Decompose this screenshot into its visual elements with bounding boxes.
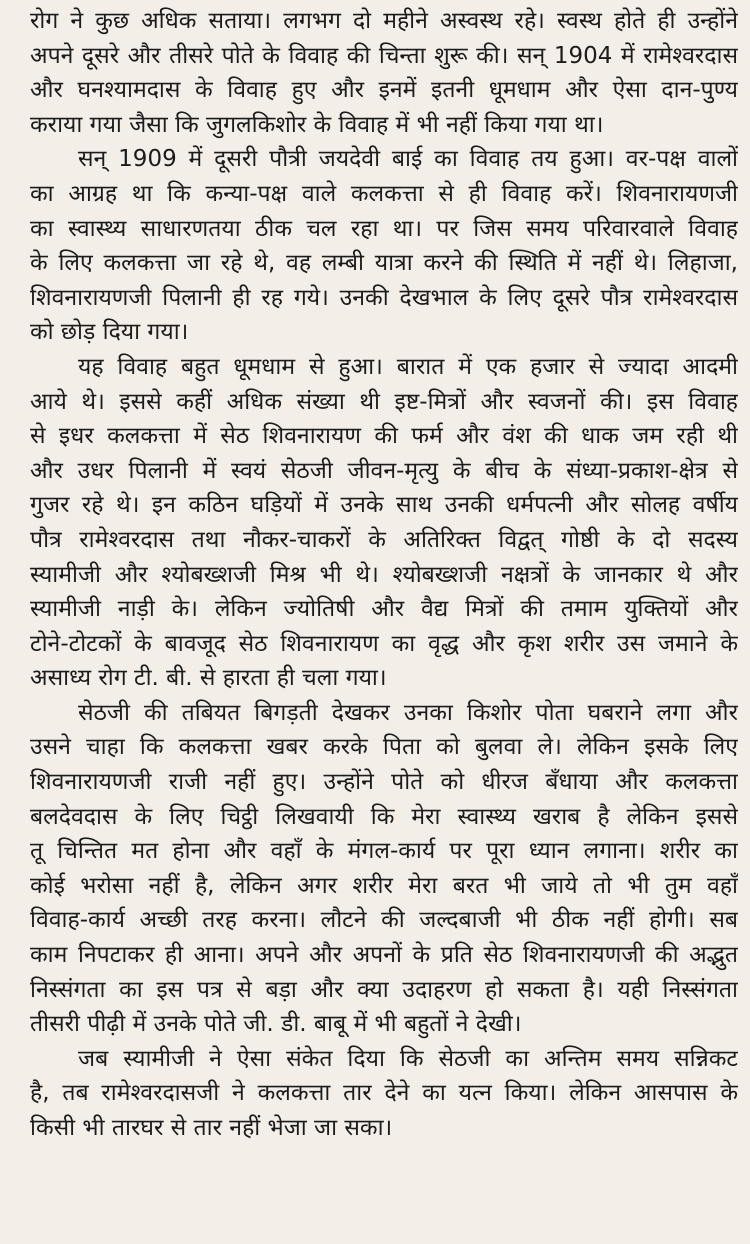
text-line: निस्संगता का इस पत्र से बड़ा और क्या उदाहरण हो सकता है। यही निस्संगता — [30, 976, 738, 1003]
text-line: तीसरी पीढ़ी में उनके पोते जी. डी. बाबू में भी बहुतों ने देखी। — [30, 1011, 522, 1038]
text-line: सेठजी की तबियत बिगड़ती देखकर उनका किशोर पोता घबराने लगा और — [78, 699, 738, 726]
text-line: कराया गया जैसा कि जुगलकिशोर के विवाह में भी नहीं किया गया था। — [30, 111, 604, 138]
text-line: कोई भरोसा नहीं है, लेकिन अगर शरीर मेरा बरत भी जाये तो भी तुम वहाँ — [30, 872, 738, 899]
text-line: स्यामीजी और श्योबख्शजी मिश्र भी थे। श्योबख्शजी नक्षत्रों के जानकार थे और — [30, 561, 738, 588]
text-line: टोने-टोटकों के बावजूद सेठ शिवनारायण का वृद्ध और कृश शरीर उस जमाने के — [30, 630, 738, 657]
paragraph-3 — [30, 350, 738, 696]
text-line: को छोड़ दिया गया। — [30, 319, 189, 346]
text-line: का आग्रह था कि कन्या-पक्ष वाले कलकत्ता से ही विवाह करें। शिवनारायणजी — [30, 180, 738, 207]
text-line: और घनश्यामदास के विवाह हुए और इनमें इतनी धूमधाम और ऐसा दान-पुण्य — [30, 77, 738, 104]
text-line: गुजर रहे थे। इन कठिन घड़ियों में उनके साथ उनकी धर्मपत्नी और सोलह वर्षीय — [30, 492, 738, 519]
paragraph-4 — [30, 696, 738, 1042]
text-line: जब स्यामीजी ने ऐसा संकेत दिया कि सेठजी का अन्तिम समय सन्निकट — [78, 1045, 738, 1072]
text-line: रोग ने कुछ अधिक सताया। लगभग दो महीने अस्वस्थ रहे। स्वस्थ होते ही उन्होंने — [30, 8, 738, 34]
text-line: से इधर कलकत्ता में सेठ शिवनारायण की फर्म और वंश की धाक जम रही थी — [30, 423, 738, 450]
text-line: स्यामीजी नाड़ी के। लेकिन ज्योतिषी और वैद्य मित्रों की तमाम युक्तियों और — [30, 596, 738, 623]
text-line: शिवनारायणजी पिलानी ही रह गये। उनकी देखभाल के लिए दूसरे पौत्र रामेश्वरदास — [30, 284, 738, 311]
text-line: उसने चाहा कि कलकत्ता खबर करके पिता को बुलवा ले। लेकिन इसके लिए — [30, 734, 738, 761]
paragraph-1 — [30, 4, 738, 142]
text-line: है, तब रामेश्वरदासजी ने कलकत्ता तार देने का यत्न किया। लेकिन आसपास के — [30, 1080, 738, 1107]
text-line: अपने दूसरे और तीसरे पोते के विवाह की चिन्ता शुरू की। सन् 1904 में रामेश्वरदास — [30, 42, 738, 69]
text-line: का स्वास्थ्य साधारणतया ठीक चल रहा था। पर जिस समय परिवारवाले विवाह — [30, 215, 738, 242]
paragraph-2 — [30, 142, 738, 350]
text-line: के लिए कलकत्ता जा रहे थे, वह लम्बी यात्रा करने की स्थिति में नहीं थे। लिहाजा, — [30, 250, 738, 277]
text-line: और उधर पिलानी में स्वयं सेठजी जीवन-मृत्यु के बीच के संध्या-प्रकाश-क्षेत्र से — [30, 457, 738, 484]
text-line: तू चिन्तित मत होना और वहाँ के मंगल-कार्य पर पूरा ध्यान लगाना। शरीर का — [30, 838, 738, 865]
text-line: विवाह-कार्य अच्छी तरह करना। लौटने की जल्दबाजी भी ठीक नहीं होगी। सब — [30, 907, 738, 934]
paragraph-5 — [30, 1042, 738, 1146]
text-line: बलदेवदास के लिए चिट्ठी लिखवायी कि मेरा स्वास्थ्य खराब है लेकिन इससे — [30, 803, 738, 830]
text-line: काम निपटाकर ही आना। अपने और अपनों के प्रति सेठ शिवनारायणजी की अद्भुत — [30, 942, 738, 969]
text-line: शिवनारायणजी राजी नहीं हुए। उन्होंने पोते को धीरज बँधाया और कलकत्ता — [30, 769, 738, 796]
text-line: सन् 1909 में दूसरी पौत्री जयदेवी बाई का विवाह तय हुआ। वर-पक्ष वालों — [78, 146, 738, 173]
text-line: किसी भी तारघर से तार नहीं भेजा जा सका। — [30, 1115, 393, 1141]
text-line: असाध्य रोग टी. बी. से हारता ही चला गया। — [30, 665, 387, 692]
text-line: आये थे। इससे कहीं अधिक संख्या थी इष्ट-मित्रों और स्वजनों की। इस विवाह — [30, 388, 738, 415]
text-line: यह विवाह बहुत धूमधाम से हुआ। बारात में एक हजार से ज्यादा आदमी — [78, 353, 738, 380]
text-line: पौत्र रामेश्वरदास तथा नौकर-चाकरों के अतिरिक्त विद्वत् गोष्ठी के दो सदस्य — [30, 526, 738, 553]
